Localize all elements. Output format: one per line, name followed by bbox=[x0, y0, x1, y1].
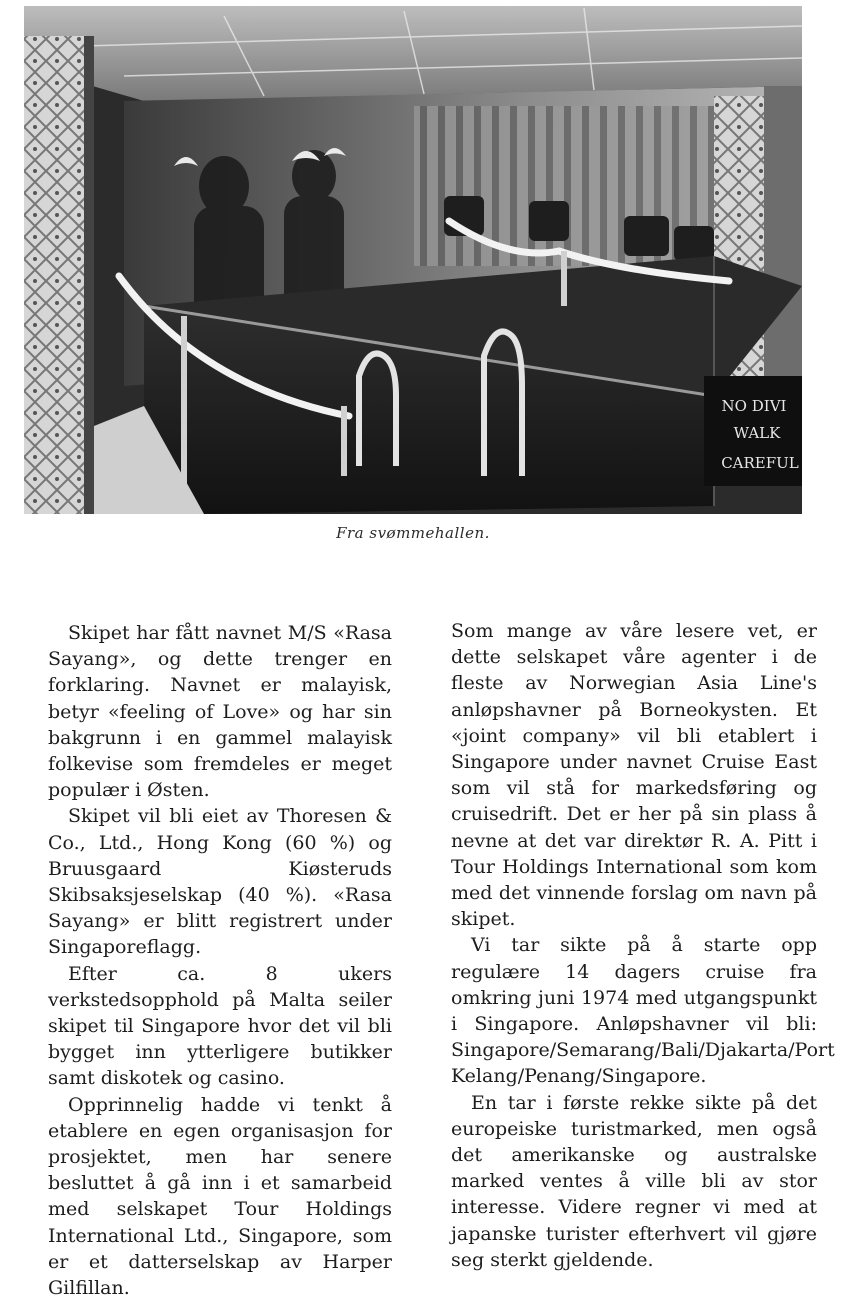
swimming-hall-photo bbox=[24, 6, 802, 514]
paragraph: Som mange av våre lesere vet, er dette selskapet våre agenter i de fleste av Norwegian Asia Line's anløpshavner på Borneokysten. Et «joint company» vil bli etablert i Singapore under navnet Cruise East som vil stå for markedsføring og cruisedrift. Det er her på sin plass å nevne at det var direktør R. A. Pitt i Tour Holdings International som kom med det vinnende forslag om navn på skipet. bbox=[451, 620, 817, 931]
sign-line-1: NO DIVI bbox=[721, 397, 787, 415]
paragraph: Vi tar sikte på å starte opp regulære 14 dagers cruise fra omkring juni 1974 med utgangspunkt i Singapore. Anløpshavner vil bli: Singapore/Semarang/Bali/Djakarta/Port Kelang/Penang/Singapore. bbox=[451, 934, 835, 1088]
right-text-column bbox=[451, 618, 835, 1273]
swimming-hall-illustration bbox=[24, 6, 802, 514]
paragraph: En tar i første rekke sikte på det europeiske turistmarked, men også det amerikanske og australske marked ventes å ville bli av stor interesse. Videre regner vi med at japanske turister efterhvert vil gjøre seg sterkt gjeldende. bbox=[451, 1091, 817, 1271]
paragraph: Opprinnelig hadde vi tenkt å etablere en egen organisasjon for prosjektet, men har senere besluttet å gå inn i et samarbeid med selskapet Tour Holdings International Ltd., Singapore, som er et datterselskap av Harper Gilfillan. bbox=[48, 1093, 392, 1300]
paragraph: Efter ca. 8 ukers verkstedsopphold på Malta seiler skipet til Singapore hvor det vil bli bygget inn ytterligere butikker samt diskotek og casino. bbox=[48, 962, 392, 1090]
paragraph: Skipet vil bli eiet av Thoresen & Co., Ltd., Hong Kong (60 %) og Bruusgaard Kiøsteruds Skibsaksjeselskap (40 %). «Rasa Sayang» er blitt registrert under Singaporeflagg. bbox=[48, 805, 392, 959]
sign-line-2: WALK bbox=[733, 424, 781, 442]
paragraph: Skipet har fått navnet M/S «Rasa Sayang», og dette trenger en forklaring. Navnet er malayisk, betyr «feeling of Love» og har sin bakgrunn i en gammel malayisk folkevise som fremdeles er meget populær i Østen. bbox=[48, 622, 392, 802]
left-text-column bbox=[48, 620, 392, 1301]
sign-line-3: CAREFUL bbox=[721, 454, 799, 472]
photo-caption: Fra svømmehallen. bbox=[336, 524, 490, 542]
